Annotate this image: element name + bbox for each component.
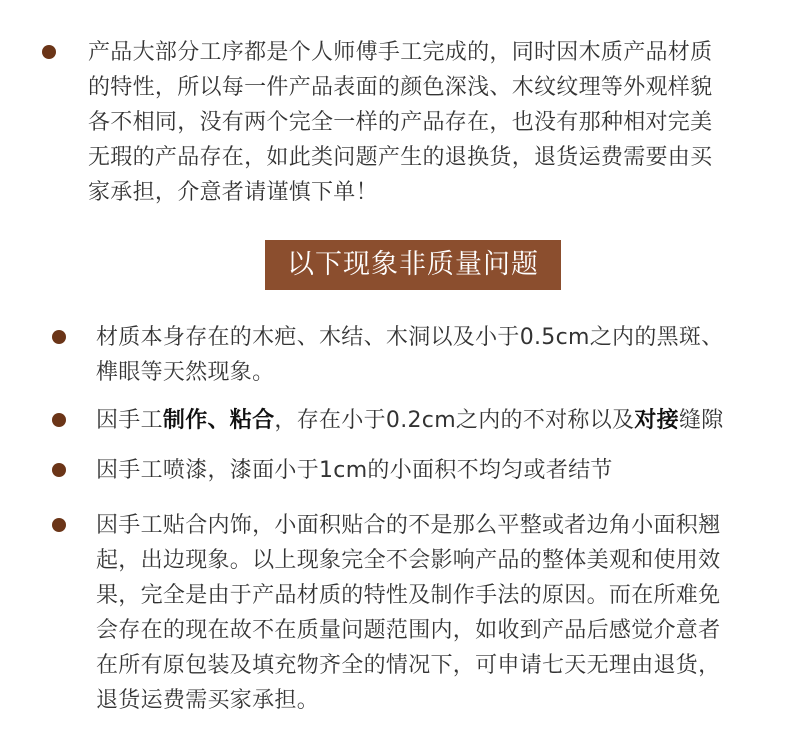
intro-line: 各不相同，没有两个完全一样的产品存在，也没有那种相对完美 bbox=[88, 110, 713, 135]
bullet-dot bbox=[52, 463, 66, 477]
list-item-line: 在所有原包装及填充物齐全的情况下，可申请七天无理由退货， bbox=[96, 653, 721, 678]
section-banner-title: 以下现象非质量问题 bbox=[265, 240, 561, 290]
list-item-line: 材质本身存在的木疤、木结、木洞以及小于0.5cm之内的黑斑、 bbox=[96, 325, 724, 350]
list-item bbox=[96, 320, 724, 390]
list-item-bold-text: 制作、粘合 bbox=[162, 408, 275, 433]
list-item-line: 榫眼等天然现象。 bbox=[96, 360, 275, 385]
list-item bbox=[96, 508, 720, 718]
intro-line: 无瑕的产品存在，如此类问题产生的退换货，退货运费需要由买 bbox=[88, 145, 713, 170]
list-item-line bbox=[96, 403, 724, 438]
list-item-line: 果，完全是由于产品材质的特性及制作手法的原因。而在所难免 bbox=[96, 583, 721, 608]
list-item bbox=[96, 453, 613, 488]
bullet-dot bbox=[52, 518, 66, 532]
bullet-dot bbox=[52, 330, 66, 344]
list-item-text: ，存在小于0.2cm之内的不对称以及 bbox=[274, 408, 635, 433]
intro-line: 家承担，介意者请谨慎下单！ bbox=[88, 180, 378, 205]
intro-line: 产品大部分工序都是个人师傅手工完成的，同时因木质产品材质 bbox=[88, 40, 713, 65]
intro-paragraph bbox=[88, 35, 712, 210]
list-item-text: 缝隙 bbox=[678, 408, 724, 433]
list-item-line: 起，出边现象。以上现象完全不会影响产品的整体美观和使用效 bbox=[96, 548, 721, 573]
list-item-text: 因手工 bbox=[96, 408, 163, 433]
list-item-line: 退货运费需买家承担。 bbox=[96, 688, 320, 713]
list-item bbox=[96, 403, 724, 438]
list-item-line: 因手工贴合内饰，小面积贴合的不是那么平整或者边角小面积翘 bbox=[96, 513, 721, 538]
list-item-bold-text: 对接 bbox=[634, 408, 679, 433]
list-item-line: 因手工喷漆，漆面小于1cm的小面积不均匀或者结节 bbox=[96, 458, 613, 483]
bullet-dot bbox=[42, 45, 56, 59]
bullet-dot bbox=[52, 413, 66, 427]
list-item-line: 会存在的现在故不在质量问题范围内，如收到产品后感觉介意者 bbox=[96, 618, 721, 643]
intro-line: 的特性，所以每一件产品表面的颜色深浅、木纹纹理等外观样貌 bbox=[88, 75, 713, 100]
